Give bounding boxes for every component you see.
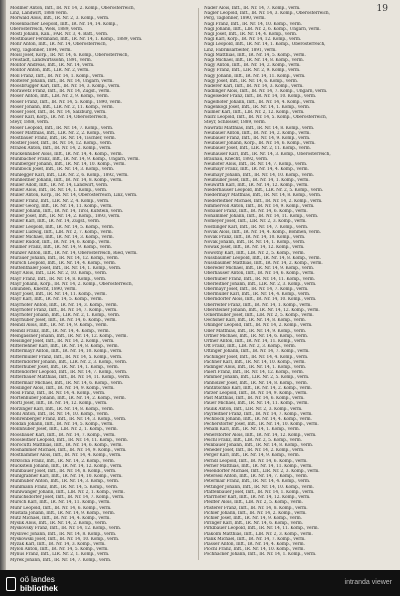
register-entry: Linz, Fabriksarbeiter, 1891, verm. xyxy=(204,47,277,53)
page-gutter xyxy=(0,0,6,570)
register-entry: Mayr Johann, Korp., IR. Nr. 14, 2. Komp., Oberösterreich, xyxy=(10,281,133,287)
register-entry: Mayrhofer Franz, Inft., IR. Nr. 14, 7. Komp., verm. xyxy=(10,307,118,313)
register-entry: Nagl Matthias, Inft., IR. Nr. 14, 5. Komp., verm. xyxy=(204,52,306,58)
register-entry: Mühlleitner Johann, Inft., IR. Nr. 14, 8. Komp., verm. xyxy=(10,177,123,183)
register-entry: Morocutti Matthias, Inft., IR. Nr. 14, 6. Komp., verm. xyxy=(10,443,123,449)
register-entry: Öller Matthias, Inft., IR. Nr. 14, 9. Komp., verm. xyxy=(204,328,307,334)
register-entry: Gmunden, Knecht, 1890, verm. xyxy=(10,286,77,292)
register-entry: Muckenhuber Alois, Inft., IR. Nr. 14, 4. Komp., verm. xyxy=(10,151,123,157)
register-entry: Neumayr Johann, Inft., IR. Nr. 14, 10. Komp., verm. xyxy=(204,172,314,178)
register-entry: Novak Alois, Inft., IR. Nr. 14, 4. Komp., Böhmen, verm. xyxy=(204,229,321,235)
register-entry: Nadlinger Alois, Inft., IR. Nr. 14, 7. Komp., Ungarn, verm. xyxy=(204,89,328,95)
register-entry: Nagenkögl Josef, Inft., IR. Nr. 14, 1. Komp., verm. xyxy=(204,104,311,110)
register-entry: Perner Matthias, Inft., IR. Nr. 14, 11. Komp., verm. xyxy=(204,463,313,469)
register-entry: Nagl Karl, Korp., IR. Nr. 14, 12. Komp., verm. xyxy=(204,37,302,43)
register-entry: Mrazek Anton, Inft., IR. Nr. 14, 2. Komp., verm. xyxy=(10,146,112,152)
register-entry: Oberösterreich, Wels, 1889, verm. xyxy=(10,26,84,32)
register-entry: Neumayr Franz, Inft., IR. Nr. 14, 4. Komp., verm. xyxy=(204,167,309,173)
register-entry: Nagl Michael, Inft., IR. Nr. 14, 8. Komp., verm. xyxy=(204,58,304,64)
register-entry: Möstl Johann, Kan., FAR. Nr. 3, 4. Batt., verm. xyxy=(10,32,109,38)
register-entry: Pfisterer Franz, Inft., IR. Nr. 14, 8. Komp., verm. xyxy=(204,505,308,511)
register-entry: Mösl Franz, Inft., IR. Nr. 14, 4. Komp., verm. xyxy=(10,391,106,397)
register-entry: Mühlgrabner Karl, Inft., IR. Nr. 14, 10. Komp., verm. xyxy=(10,474,123,480)
register-entry: Mörzinger Karl, Inft., IR. Nr. 14, 8. Komp., verm. xyxy=(10,406,114,412)
register-entry: Myskowski Josef, Inft., IR. Nr. 14, 10. Komp., verm. xyxy=(10,536,120,542)
register-entry: Myzak Karl, Inft., IR. Nr. 14, 3. Komp., verm. xyxy=(10,541,106,547)
column-divider xyxy=(198,8,199,560)
register-entry: Nagelhofer Johann, Inft., IR. Nr. 14, 4. Komp., verm. xyxy=(204,99,316,105)
register-entry: Möstlbauer Ferdinand, Inft., IR. Nr. 14, 1. Komp., 1889, verm. xyxy=(10,37,143,43)
register-entry: Panholzer Josef, Inft., IR. Nr. 14, 8. Komp., verm. xyxy=(204,380,309,386)
register-entry: Molitor Anton, Inft., LIR. Nr. 2, verm. xyxy=(10,68,90,74)
register-entry: Moosbauer Karl, Inft., IR. Nr. 14, 7. Komp., verm. xyxy=(10,432,116,438)
register-entry: Myslivec Johann, Inft., IR. Nr. 14, 8. Komp., verm. xyxy=(10,531,117,537)
register-entry: Nagl Johann, Inft., LIR. Nr. 2, 6. Komp., Ungarn, verm. xyxy=(204,26,321,32)
register-entry: Mursch Leopold, Inft., IR. Nr. 14, 4. Komp., verm. xyxy=(10,260,116,266)
register-entry: Pfaffenbauer Josef, Inft., IR. Nr. 14, 1. Komp., verm. xyxy=(204,489,315,495)
register-entry: Mohr Anton, Inft., IR. Nr. 14, Oberösterreich, xyxy=(10,42,107,48)
register-entry: Peinbauer Johann, Inft., IR. Nr. 14, 8. Komp., verm. xyxy=(204,443,314,449)
register-entry: Mühlbacher Franz, Inft., IR. Nr. 14, 9. Komp., Ungarn, verm. xyxy=(10,156,140,162)
register-entry: Pammer Johann, Inft., LIR. Nr. 2, 5. Komp., verm. xyxy=(204,375,310,381)
register-entry: Mühlmann Franz, Inft., IR. Nr. 14, 5. Komp., verm. xyxy=(10,484,119,490)
register-entry: Pecherstorfer Josef, Inft., IR. Nr. 14, 10. Komp., verm. xyxy=(204,422,319,428)
register-entry: Mitterhuber Josef, Inft., IR. Nr. 14, 1. Komp., verm. xyxy=(10,365,119,371)
register-entry: Müller Ludwig, Inft., LIR. Nr. 2, 7. Komp., verm. xyxy=(10,229,113,235)
register-entry: Naderer Karl, Inft., IR. Nr. 14, 3. Komp., verm. xyxy=(204,84,304,90)
register-entry: Mitterndorfer Johann, Inft., LIR. Nr. 2, 3. Komp., verm. xyxy=(10,359,128,365)
register-entry: Mursch Karl, Inft., IR. Nr. 14, 11. Komp., verm. xyxy=(10,500,111,506)
register-entry: Peterseil Anton, Inft., IR. Nr. 14, 7. Komp., verm. xyxy=(204,474,308,480)
register-entry: Müller Alois, Inft., IR. Nr. 14, 1. Komp., verm. xyxy=(10,188,108,194)
register-entry: Müller Rudolf, Inft., IR. Nr. 14, 6. Komp., verm. xyxy=(10,240,111,246)
register-entry: Plasser Anton, Inft., IR. Nr. 14, 4. Komp., verm. xyxy=(204,541,305,547)
register-entry: Müller Franz, Inft., LIR. Nr. 2, 4. Komp., verm. xyxy=(10,198,110,204)
register-entry: Mylon Anton, Inft., IR. Nr. 14, 5. Komp., verm. xyxy=(10,547,109,553)
register-entry: Neumüller Josef, Inft., IR. Nr. 14, 1. Komp., verm. xyxy=(204,177,310,183)
register-entry: Oechsner Karl, Inft., IR. Nr. 14, 8. Komp., verm. xyxy=(204,318,307,324)
register-entry: Perndl Leopold, Inft., IR. Nr. 14, 6. Komp., verm. xyxy=(204,458,308,464)
logo-line-1: oö landes xyxy=(20,575,55,584)
register-entry: Moll Franz, Inft., IR. Nr. 14, 1. Komp., verm. xyxy=(10,73,105,79)
register-entry: Moser Matthias, Inft., LIR. Nr. 2, 2. Komp., verm. xyxy=(10,130,116,136)
register-entry: Morawetz Franz, Inft., IR. Nr. 14, Zugsf., verm. xyxy=(10,89,111,95)
register-entry: Mühlegger Karl, Inft., LIR. Nr. 2, 6. Komp., 1892, verm. xyxy=(10,172,129,178)
register-entry: Molterer Johann, Inft., IR. Nr. 14, Ungarn, verm. xyxy=(10,78,114,84)
register-entry: Niederleitner Michael, Inft., IR. Nr. 14, 2. Komp., verm. xyxy=(204,198,323,204)
register-entry: Mayrhofer Anton, Inft., IR. Nr. 14, 3. Komp., verm. xyxy=(10,302,118,308)
register-entry: Mostbauer Franz, Inft., IR. Nr. 14, Tischler, verm. xyxy=(10,136,116,142)
register-entry: Moser Leopold, Inft., IR. Nr. 14, 7. Komp., verm. xyxy=(10,125,114,131)
register-entry: Pettinger Johann, Inft., IR. Nr. 14, 10. Komp., verm. xyxy=(204,484,314,490)
register-entry: Linz, Landwirt, 1888 verm. xyxy=(10,11,68,17)
register-entry: Perger Karl, Inft., IR. Nr. 14, 9. Komp., verm. xyxy=(204,453,300,459)
register-entry: Neuhauser Karl, Inft., IR. Nr. 14, 3. Komp., Oberösterreich, xyxy=(204,151,331,157)
register-entry: Meisinger Josef, Inft., IR. Nr. 14, 2. Komp., verm. xyxy=(10,339,115,344)
register-entry: Novak Franz, Inft., IR. Nr. 14, 10. Komp., verm. xyxy=(204,234,306,240)
register-entry: Mohrenberger Franz, Inft., IR. Nr. 14, 3. Komp., verm. xyxy=(10,417,127,423)
register-entry: Mödlner Anton, Inft., IR. Nr. 14, 2. Komp., Oberösterreich, xyxy=(10,6,135,11)
register-entry: Mayr Franz, Inft., IR. Nr. 14, 8. Komp., verm. xyxy=(10,276,107,282)
register-entry: Nagy Franz, Inft., LIR. Nr. 2, 9. Komp., verm. xyxy=(204,68,301,74)
register-entry: Steyr, Schlosser, 1889, verm. xyxy=(204,120,266,126)
register-entry: Mosthammer Alois, Inft., IR. Nr. 14, 4. Komp., verm. xyxy=(10,453,122,459)
register-entry: Neubauer Anton, Inft., IR. Nr. 14, 2. Komp., verm. xyxy=(204,130,311,136)
register-entry: Pachner Karl, Inft., IR. Nr. 14, 10. Komp., verm. xyxy=(204,359,306,365)
register-entry: Myrek Johann, Inft., IR. Nr. 14, 7. Komp., verm. xyxy=(10,557,112,563)
register-entry: Nömeyer Josef, Inft., LIR. Nr. 2, 3. Komp., verm. xyxy=(204,219,307,225)
register-entry: Nöhammer Johann, Inft., IR. Nr. 14, 11. Komp., verm. xyxy=(204,214,319,220)
register-entry: Peichl Franz, Inft., LIR. Nr. 2, 5. Komp., verm. xyxy=(204,437,302,443)
register-entry: Paierl Franz, Inft., IR. Nr. 14, 12. Komp., verm. xyxy=(204,370,304,376)
register-entry: Mittermüller Franz, Inft., IR. Nr. 14, 5. Komp., verm. xyxy=(10,354,123,360)
register-entry: Nöstlinger Karl, Inft., IR. Nr. 14, 7. Komp., verm. xyxy=(204,224,309,230)
register-entry: Moosleitner Leopold, Inft., IR. Nr. 14, 11. Komp., verm. xyxy=(10,437,128,443)
register-entry: Mitterlehner Karl, Inft., IR. Nr. 14, 8. Komp., verm. xyxy=(10,344,119,350)
register-entry: Peneder Josef, Inft., IR. Nr. 14, 2. Komp., verm. xyxy=(204,448,305,454)
register-entry: Plöchl Franz, Inft., IR. Nr. 14, 10. Komp., verm. xyxy=(204,547,305,553)
register-entry: Moser Johann, Inft., LIR. Nr. 2, 11. Komp., verm. xyxy=(10,104,114,110)
register-entry: Pesendorfer Michael, Inft., LIR. Nr. 2, 3. Komp., verm. xyxy=(204,469,320,475)
register-entry: Meindl Franz, Inft., IR. Nr. 14, 4. Komp., verm. xyxy=(10,328,110,334)
register-entry: Neuwirth Karl, Inft., IR. Nr. 14, 12. Komp., verm. xyxy=(204,182,309,188)
register-entry: Müller Josef, Inft., IR. Nr. 14, 2. Komp., 1893, verm. xyxy=(10,214,121,220)
register-entry: Neubauer Franz, Inft., IR. Nr. 14, 9. Komp., verm. xyxy=(204,136,311,142)
register-entry: Nagl Josef, Inft., IR. Nr. 14, 4. Komp., verm. xyxy=(204,32,298,38)
register-entry: Mohl Anton, Inft., IR. Nr. 14, 10. Komp., verm. xyxy=(10,411,109,417)
register-entry: Oberndorfer Alois, Inft., IR. Nr. 14, 10. Komp., verm. xyxy=(204,297,317,303)
register-entry: Nairz Leopold, Inft., IR. Nr. 14, 5. Komp., Oberösterreich, xyxy=(204,115,327,121)
register-entry: Nimmervoll Anton, Inft., IR. Nr. 14, 9. Komp., verm. xyxy=(204,203,315,209)
register-entry: Steyr, 1888, verm. xyxy=(10,120,50,126)
register-entry: Mayr Karl, Inft., IR. Nr. 14, 5. Komp., verm. xyxy=(10,297,103,303)
register-entry: Mühlwanger Johann, Inft., LIR. Nr. 2, 1. Komp., verm. xyxy=(10,489,125,495)
register-entry: Moser Josef, Inft., IR. Nr. 14, Salzburg, verm. xyxy=(10,110,107,116)
register-entry: Nagy Johann, Inft., IR. Nr. 14, 11. Komp., verm. xyxy=(204,73,306,79)
register-entry: Mittermair Michael, Inft., IR. Nr. 14, 6. Komp., verm. xyxy=(10,380,124,386)
register-entry: Peham Karl, Inft., IR. Nr. 14, 1. Komp., verm. xyxy=(204,427,300,433)
register-entry: Ottinger Johann, Inft., IR. Nr. 14, 7. Komp., verm. xyxy=(204,349,310,355)
register-entry: Pachinger Josef, Inft., IR. Nr. 14, 4. Komp., verm. xyxy=(204,354,309,360)
register-entry: Mösenbacher Leopold, Inft., IR. Nr. 14, 14. Komp., xyxy=(10,21,118,27)
register-entry: Oberhauser Anton, Inft., IR. Nr. 14, 6. Komp., verm. xyxy=(204,271,315,277)
register-entry: Petermair Franz, Inft., IR. Nr. 14, 4. Komp., verm. xyxy=(204,479,311,485)
register-entry: Mutz Michael, Inft., IR. Nr. 14, 4. Komp., verm. xyxy=(10,515,111,521)
register-entry: Pirklbauer Leopold, Inft., IR. Nr. 14, 11. Komp., verm. xyxy=(204,526,319,532)
register-entry: Mitterbauer Matthias, Inft., IR. Nr. 14, 11. Komp., verm. xyxy=(10,375,131,381)
register-entry: Mörtenhuber Johann, Inft., IR. Nr. 14, 2. Komp., verm. xyxy=(10,396,126,402)
page-number: 19 xyxy=(376,4,388,14)
register-entry: Payrleitner Franz, Inft., IR. Nr. 14, 7. Komp., verm. xyxy=(204,411,313,417)
register-entry: Obersteiner Johann, Inft., IR. Nr. 14, 12. Komp., verm. xyxy=(204,307,320,313)
register-entry: Molitor Andreas, Inft., IR. Nr. 14, verm. xyxy=(10,63,95,69)
register-entry: Perg, Taglöhner, 1894, verm. xyxy=(10,47,72,53)
register-entry: Moldan Johann, Inft., IR. Nr. 14, 5. Komp., verm. xyxy=(10,422,114,428)
register-entry: Nagl Franz, Inft., IR. Nr. 14, 10. Komp., verm. xyxy=(204,21,302,27)
register-entry: Moisl Josef, Korp., IR. Nr. 14, 6. Komp., Oberösterreich, xyxy=(10,52,129,58)
library-logo-icon xyxy=(6,577,16,591)
register-entry: Nagy Josef, Inft., IR. Nr. 14, 6. Komp., verm. xyxy=(204,78,299,84)
logo-line-2: bibliothek xyxy=(20,584,58,593)
register-entry: Mühlberger Johann, Inft., IR. Nr. 14, 10. Komp., verm. xyxy=(10,162,126,168)
register-entry: Plank Michael, Inft., IR. Nr. 14, 7. Komp., verm. xyxy=(204,536,306,542)
register-entry: Mühlbauer Josef, Inft., IR. Nr. 14, 8. Komp., verm. xyxy=(10,469,117,475)
register-entry: Mückstein Johann, Inft., IR. Nr. 14, 12. Komp., verm. xyxy=(10,463,123,469)
register-entry: Ortner Anton, Inft., IR. Nr. 14, 11. Komp., verm. xyxy=(204,339,307,344)
register-entry: Murauer Johann, Inft., IR. Nr. 14, 12. Komp., verm. xyxy=(10,255,119,261)
register-entry: Obereder Michael, Inft., IR. Nr. 14, 9. Komp., verm. xyxy=(204,266,315,272)
register-entry: Past Matthias, Inft., IR. Nr. 14, 6. Komp., verm. xyxy=(204,396,305,402)
register-entry: Neubauer Josef, Inft., LIR. Nr. 2, 11. Komp., verm. xyxy=(204,146,311,152)
register-entry: Paulik Anton, Inft., LIR. Nr. 2, 3. Komp., verm. xyxy=(204,406,303,412)
register-entry: Padinger Alois, Inft., IR. Nr. 14, 1. Komp., verm. xyxy=(204,365,307,371)
register-entry: Mühlböck Josef, Inft., IR. Nr. 14, 3. Komp., verm. xyxy=(10,167,115,173)
register-entry: Naimer Karl, Inft., LIR. Nr. 2, 12. Komp., verm. xyxy=(204,110,305,116)
register-entry: Möslinger Alois, Inft., IR. Nr. 14, 9. Komp., verm. xyxy=(10,385,115,391)
register-entry: Mittermayr Anton, Inft., IR. Nr. 14, 10. Komp., verm. xyxy=(10,349,123,355)
register-entry: Novak Johann, Inft., IR. Nr. 14, 1. Komp., verm. xyxy=(204,240,306,246)
register-entry: Neuhofer Alois, Inft., IR. Nr. 14, 7. Komp., verm. xyxy=(204,162,308,168)
register-entry: Mustafa Johann, Inft., IR. Nr. 14, 9. Komp., verm. xyxy=(10,510,115,516)
register-entry: Mayr Josef, Inft., IR. Nr. 14, 11. Komp., verm. xyxy=(10,292,107,298)
register-entry: Myslik Alois, Inft., IR. Nr. 14, 2. Komp., verm. xyxy=(10,521,108,527)
register-entry: Müllner Franz, Inft., IR. Nr. 14, 9. Komp., verm. xyxy=(10,245,112,251)
register-entry: Braunau, Knecht, 1892, verm. xyxy=(204,156,269,162)
register-entry: Pauer Michael, Inft., IR. Nr. 14, 11. Komp., verm. xyxy=(204,401,309,407)
right-column xyxy=(204,6,384,564)
register-entry: Mostler Josef, Inft., IR. Nr. 14, 12. Komp., verm. xyxy=(10,141,113,147)
register-entry: Moshammer Michael, Inft., IR. Nr. 14, 9. Komp., verm. xyxy=(10,448,127,454)
register-entry: Müller Michael, Inft., IR. Nr. 14, 3. Komp., verm. xyxy=(10,234,114,240)
register-entry: Moser Anton, Inft., LIR. Nr. 2, 9. Komp., verm. xyxy=(10,94,109,100)
register-entry: Freistadt, Landwirtssohn, 1891, verm. xyxy=(10,58,92,64)
register-entry: Oberhuber Franz, Inft., IR. Nr. 14, 11. Komp., verm. xyxy=(204,276,315,282)
register-entry: Pantlitschko Karl, Inft., IR. Nr. 14, 2. Komp., verm. xyxy=(204,385,312,391)
register-entry: Niederhauser Leopold, Inft., LIR. Nr. 2, 5. Komp., verm. xyxy=(204,188,324,194)
register-entry: Nussbaumer Matthias, Inft., IR. Nr. 14, 2. Komp., verm. xyxy=(204,260,323,266)
register-entry: Nussbaumer Leopold, Inft., IR. Nr. 14, 8. Komp., verm. xyxy=(204,255,321,261)
register-entry: Mittendorfer Leopold, Inft., IR. Nr. 14, 7. Komp., verm. xyxy=(10,370,128,376)
register-entry: Moser Karl, Korp., IR. Nr. 14, Oberösterreich, xyxy=(10,115,108,121)
register-entry: Neubauer Johann, Korp., IR. Nr. 14, 6. Komp., verm. xyxy=(204,141,316,147)
register-entry: Müller Anton, Korp., IR. Nr. 14, Oberösterreich, Linz, verm. xyxy=(10,193,138,199)
register-entry: Müller Leopold, Inft., IR. Nr. 14, 5. Komp., verm. xyxy=(10,224,114,230)
library-logo[interactable] xyxy=(6,575,76,594)
left-column xyxy=(10,6,190,564)
register-entry: Muhr Leopold, Inft., IR. Nr. 14, 6. Komp., verm. xyxy=(10,505,112,511)
register-entry: Meindl Alois, Inft., IR. Nr. 14, 9. Komp., verm. xyxy=(10,323,108,329)
register-entry: Meingassner Johann, Inft., IR. Nr. 14, 12. Komp., verm. xyxy=(10,333,128,339)
register-entry: Nöbauer Franz, Inft., IR. Nr. 14, 6. Komp., verm. xyxy=(204,208,308,214)
register-entry: Obermüller Karl, Inft., IR. Nr. 14, 4. Komp., verm. xyxy=(204,292,311,298)
register-entry: Mylius Franz, Inft., LIR. Nr. 2, 1. Komp., verm. xyxy=(10,552,110,558)
register-entry: Nowotny Karl, Inft., LIR. Nr. 2, 5. Komp., verm. xyxy=(204,250,305,256)
register-entry: Pichler Johann, Inft., IR. Nr. 14, 2. Komp., verm. xyxy=(204,510,307,516)
register-entry: Nagler Leopold, Inft., IR. Nr. 14, 3. Komp., Oberösterreich, xyxy=(204,11,330,17)
register-entry: Mrkvicka Franz, Inft., IR. Nr. 14, 2. Komp., verm. xyxy=(10,458,116,464)
register-entry: Müller Karl, Inft., IR. Nr. 14, Zugsf., verm. xyxy=(10,219,101,225)
register-entry: Müller Johann, Inft., IR. Nr. 14, Tirol, Kufstein, verm. xyxy=(10,208,124,214)
register-entry: Nawratil Matthias, Inft., IR. Nr. 14, 8. Komp., verm. xyxy=(204,125,315,131)
register-entry: Oberleitner Johann, Inft., LIR. Nr. 2, 3. Komp., verm. xyxy=(204,281,317,287)
register-entry: Oberreiter Franz, Inft., IR. Nr. 14, 1. Komp., verm. xyxy=(204,302,312,308)
register-entry: Pichler Josef, Inft., IR. Nr. 14, 9. Komp., verm. xyxy=(204,515,302,521)
register-entry: Mörtl Josef, Inft., IR. Nr. 14, 12. Komp., verm. xyxy=(10,401,108,407)
register-entry: Ockermüller Josef, Inft., LIR. Nr. 2, 5. Komp., verm. xyxy=(204,312,314,318)
register-entry: Ortner Michael, Inft., IR. Nr. 14, 6. Komp., verm. xyxy=(204,333,309,339)
register-entry: Mayrhofer Johann, Inft., LIR. Nr. 2, 1. Komp., verm. xyxy=(10,312,121,318)
register-entry: Münzer Anton, Inft., IR. Nr. 14, Oberösterreich, Ried, verm. xyxy=(10,250,138,256)
register-entry: Peherstorfer Alois, Inft., IR. Nr. 14, 12. Komp., verm. xyxy=(204,432,317,438)
register-entry: Nagy Anton, Inft., IR. Nr. 14, 2. Komp., verm. xyxy=(204,63,301,69)
register-entry: Parzer Leopold, Inft., IR. Nr. 14, 9. Komp., verm. xyxy=(204,391,308,397)
register-entry: Mörwald Alois, Inft., IR. Nr. 2, 3. Komp., verm. xyxy=(10,16,110,22)
register-entry: Pechböck Johann, Inft., IR. Nr. 14, 4. Komp., verm. xyxy=(204,417,312,423)
register-entry: Pfarrhofer Karl, Inft., IR. Nr. 14, 12. Komp., verm. xyxy=(204,495,311,501)
register-entry: Mayr Alois, Inft., LIR. Nr. 2, 10. Komp., verm. xyxy=(10,271,108,277)
register-entry: Muttenthaler Josef, Inft., IR. Nr. 14, 1. Komp., verm. xyxy=(10,266,122,272)
register-entry: Öhlinger Leopold, Inft., IR. Nr. 14, 2. Komp., verm. xyxy=(204,323,313,329)
viewer-label: intranda viewer xyxy=(344,579,392,586)
register-entry: Mollnhuber Josef, Inft., LIR. Nr. 2, 1. Komp., verm. xyxy=(10,427,118,433)
register-entry: Plakolm Matthias, Inft., LIR. Nr. 2, 3. Komp., verm. xyxy=(204,531,313,537)
register-entry: Moosbrugger Karl, Inft., IR. Nr. 14, 3. Komp., verm. xyxy=(10,84,121,90)
register-entry: Nader Alois, Inft., IR. Nr. 14, 7. Komp., verm. xyxy=(204,6,301,11)
register-entry: Pöchhacker Johann, Inft., IR. Nr. 14, 1. Komp., verm. xyxy=(204,552,317,558)
register-entry: Müller Adolf, Inft., IR. Nr. 14, Landwirt, verm. xyxy=(10,182,109,188)
register-entry: Pfeiffer Alois, Inft., LIR. Nr. 2, 5. Komp., verm. xyxy=(204,500,303,506)
register-entry: Myskovsky Franz, Inft., IR. Nr. 14, 12. Komp., verm. xyxy=(10,526,122,532)
register-entry: Münichsdorfer Josef, Inft., IR. Nr. 14, 7. Komp., verm. xyxy=(10,495,125,501)
register-entry: Obermayr Josef, Inft., IR. Nr. 14, 7. Komp., verm. xyxy=(204,286,309,292)
register-entry: Piringer Karl, Inft., IR. Nr. 14, 6. Komp., verm. xyxy=(204,521,304,527)
register-entry: Nowak Josef, Inft., IR. Nr. 14, 12. Komp., verm. xyxy=(204,245,305,251)
register-entry: Nagelseder Franz, Inft., IR. Nr. 14, 10. Komp., verm. xyxy=(204,94,317,100)
register-entry: Moser Franz, Inft., IR. Nr. 14, 5. Komp., 1890, verm. xyxy=(10,99,122,105)
register-entry: Müller Georg, Inft., IR. Nr. 14, 11. Komp., verm. xyxy=(10,203,113,209)
register-entry: Mühlhuber Anton, Inft., IR. Nr. 14, 3. Komp., verm. xyxy=(10,479,120,485)
register-entry: Ott Franz, Inft., LIR. Nr. 2, 3. Komp., verm. xyxy=(204,344,296,350)
register-entry: Perg, Taglöhner, 1890, verm. xyxy=(204,16,266,22)
register-entry: Niedermayr Matthias, Inft., IR. Nr. 14, 8. Komp., verm. xyxy=(204,193,322,199)
register-entry: Nagl Leopold, Inft., IR. Nr. 14, 1. Komp., Oberösterreich, xyxy=(204,42,326,48)
register-entry: Mayrhuber Josef, Inft., IR. Nr. 14, 6. Komp., verm. xyxy=(10,318,117,324)
